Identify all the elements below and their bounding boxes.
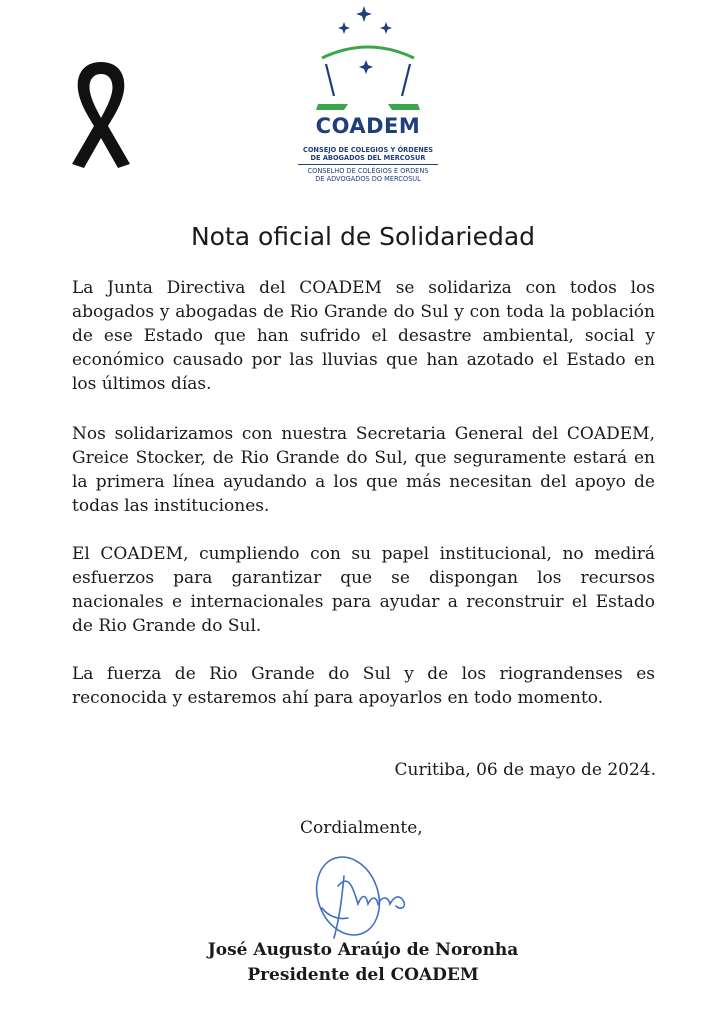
logo-subtitle-es-1: CONSEJO DE COLEGIOS Y ÓRDENES <box>302 146 433 154</box>
logo-divider <box>298 164 438 165</box>
mourning-ribbon-icon <box>68 58 134 170</box>
document-date: Curitiba, 06 de mayo de 2024. <box>394 760 656 780</box>
coadem-emblem-icon <box>282 0 454 112</box>
signatory-name: José Augusto Araújo de Noronha <box>207 940 519 960</box>
coadem-logo <box>282 0 454 200</box>
logo-subtitle-es-2: DE ABOGADOS DEL MERCOSUR <box>310 154 426 162</box>
handwritten-signature <box>308 846 418 946</box>
logo-subtitle-pt-1: CONSELHO DE COLÉGIOS E ORDENS <box>307 167 429 175</box>
paragraph-1: La Junta Directiva del COADEM se solidariza con todos los abogados y abogadas de Rio Grande do Sul y con toda la población de ese Estado que han sufrido el desastre ambiental, social y económico causado por las lluvias que han azotado el Estado en los últimos días. <box>72 278 655 394</box>
signatory-role: Presidente del COADEM <box>247 965 479 985</box>
paragraph-4: La fuerza de Rio Grande do Sul y de los riograndenses es reconocida y estaremos ahí para apoyarlos en todo momento. <box>72 664 655 708</box>
logo-wordmark: COADEM <box>315 114 421 138</box>
closing-salutation: Cordialmente, <box>300 818 423 838</box>
paragraph-2: Nos solidarizamos con nuestra Secretaria General del COADEM, Greice Stocker, de Rio Grande do Sul, que seguramente estará en la primera línea ayudando a los que más necesitan del apoyo de todas las instituciones. <box>72 424 655 516</box>
logo-subtitle-pt-2: DE ADVOGADOS DO MERCOSUL <box>315 175 421 183</box>
paragraph-3: El COADEM, cumpliendo con su papel institucional, no medirá esfuerzos para garantizar que se dispongan los recursos nacionales e internacionales para ayudar a reconstruir el Estado de Rio Grande do Sul. <box>72 544 655 636</box>
document-title: Nota oficial de Solidariedad <box>190 222 536 251</box>
